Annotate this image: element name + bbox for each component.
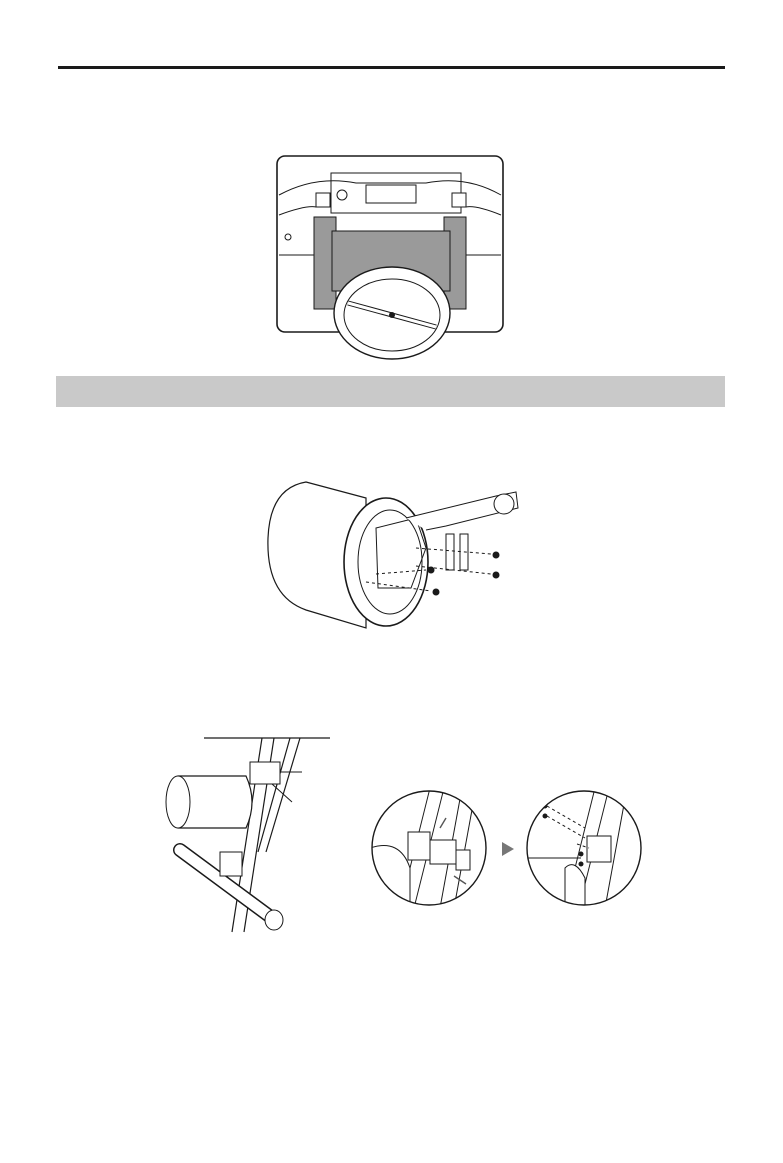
section-heading-bar <box>56 376 725 407</box>
clamp-detail-screws-illustration <box>525 788 643 908</box>
cylinder-screw-illustration <box>266 478 528 640</box>
frame-mount-illustration <box>162 732 330 938</box>
header-rule <box>58 66 725 69</box>
clamp-detail-open-illustration <box>370 788 488 908</box>
step-arrow-icon <box>502 842 514 856</box>
top-bracket-illustration <box>276 155 504 333</box>
